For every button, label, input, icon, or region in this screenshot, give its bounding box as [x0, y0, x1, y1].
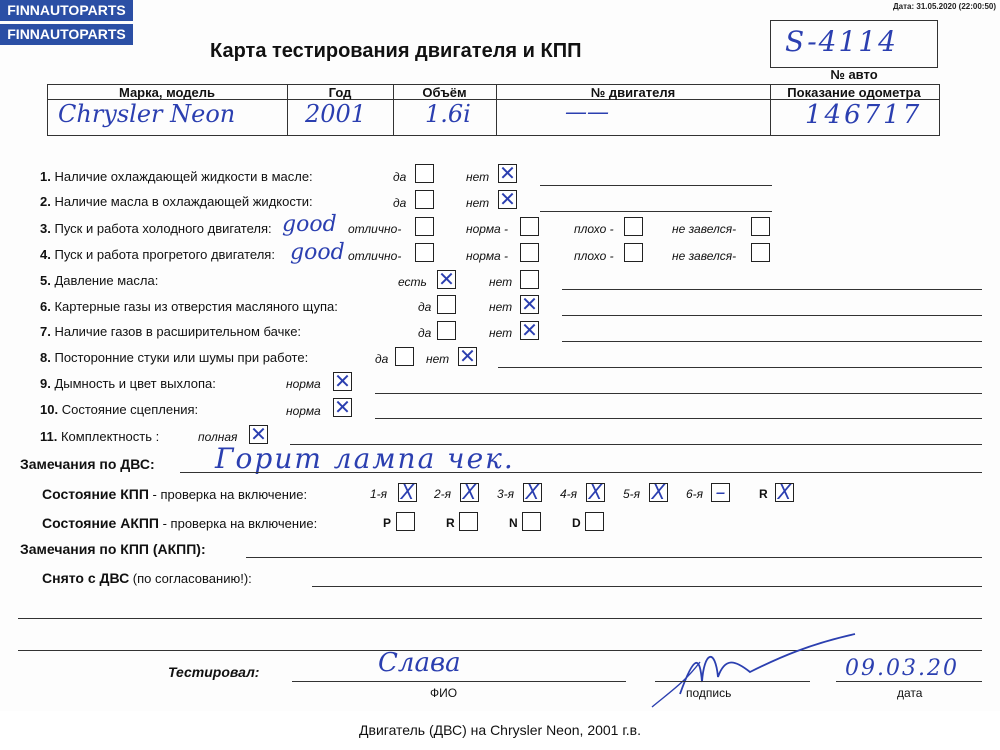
header-year: Год — [328, 85, 352, 100]
gear-3-label: 3-я — [497, 487, 515, 501]
check-5-yes-box[interactable]: ✕ — [438, 267, 455, 291]
check-5-no-box[interactable] — [520, 270, 539, 289]
logo-top: FINNAUTOPARTS — [0, 0, 133, 21]
check-3-opt-excellent: отлично- — [348, 222, 402, 236]
check-11-opt-full: полная — [198, 430, 238, 444]
check-7-yes-box[interactable] — [437, 321, 456, 340]
check-6-opt-yes: да — [418, 300, 432, 314]
gearbox-label: Состояние КПП - проверка на включение: — [42, 486, 308, 502]
check-10-normal-box[interactable]: ✕ — [334, 395, 351, 419]
check-7-no-box[interactable]: ✕ — [521, 318, 538, 342]
tested-by-label: Тестировал: — [168, 664, 260, 680]
check-3-excellent-box[interactable] — [415, 217, 434, 236]
check-2-yes-box[interactable] — [415, 190, 434, 209]
check-3-note: good — [282, 212, 337, 237]
check-11-full-box[interactable]: ✕ — [250, 422, 267, 446]
value-volume: 1.6i — [425, 100, 471, 128]
check-1-yes-box[interactable] — [415, 164, 434, 183]
check-4-opt-bad: плохо - — [574, 249, 614, 263]
check-8-opt-yes: да — [375, 352, 389, 366]
removed-label: Снято с ДВС (по согласованию!): — [42, 570, 252, 586]
check-2-opt-yes: да — [393, 196, 407, 210]
auto-n-box[interactable] — [522, 512, 541, 531]
check-3-normal-box[interactable] — [520, 217, 539, 236]
stock-number-value: S-4114 — [785, 25, 898, 58]
auto-p-box[interactable] — [396, 512, 415, 531]
check-4-opt-normal: норма - — [466, 249, 509, 263]
value-engine-no: —— — [565, 100, 609, 125]
auto-d-label: D — [572, 516, 581, 530]
header-engine-no: № двигателя — [590, 85, 676, 100]
check-4-excellent-box[interactable] — [415, 243, 434, 262]
check-8-yes-box[interactable] — [395, 347, 414, 366]
check-4-bad-box[interactable] — [624, 243, 643, 262]
value-odometer: 146717 — [805, 100, 923, 130]
check-row-8: 8. Посторонние стуки или шумы при работе: — [40, 350, 309, 365]
check-3-opt-bad: плохо - — [574, 222, 614, 236]
datestamp: Дата: 31.05.2020 (22:00:50) — [892, 2, 996, 11]
check-6-opt-no: нет — [489, 300, 513, 314]
gear-4-label: 4-я — [560, 487, 578, 501]
value-make-model: Chrysler Neon — [58, 100, 236, 128]
signature-caption: подпись — [686, 686, 732, 700]
check-row-6: 6. Картерные газы из отверстия масляного щупа: — [40, 299, 338, 314]
check-8-no-box[interactable]: ✕ — [459, 344, 476, 368]
check-row-3: 3. Пуск и работа холодного двигателя: — [40, 221, 272, 236]
check-7-opt-no: нет — [489, 326, 513, 340]
header-make-model: Марка, модель — [118, 85, 216, 100]
check-row-4: 4. Пуск и работа прогретого двигателя: — [40, 247, 275, 262]
gear-5-label: 5-я — [623, 487, 641, 501]
engine-remarks-label: Замечания по ДВС: — [20, 456, 155, 472]
gear-3-box[interactable]: X — [523, 483, 542, 502]
check-row-9: 9. Дымность и цвет выхлопа: — [40, 376, 216, 391]
check-9-normal-box[interactable]: ✕ — [334, 369, 351, 393]
gear-r-label: R — [759, 487, 768, 501]
check-4-nostart-box[interactable] — [751, 243, 770, 262]
form-title: Карта тестирования двигателя и КПП — [210, 40, 582, 62]
auto-r-label: R — [446, 516, 455, 530]
gear-4-box[interactable]: X — [586, 483, 605, 502]
gear-6-label: 6-я — [686, 487, 704, 501]
auto-n-label: N — [509, 516, 518, 530]
check-5-opt-no: нет — [489, 275, 513, 289]
stock-number-box — [770, 20, 938, 68]
signature — [640, 622, 870, 717]
check-row-1: 1. Наличие охлаждающей жидкости в масле: — [40, 169, 313, 184]
check-4-normal-box[interactable] — [520, 243, 539, 262]
check-3-opt-nostart: не завелся- — [672, 222, 737, 236]
check-1-no-box[interactable]: ✕ — [499, 161, 516, 185]
check-row-5: 5. Давление масла: — [40, 273, 159, 288]
check-3-opt-normal: норма - — [466, 222, 509, 236]
header-odometer: Показание одометра — [787, 85, 921, 100]
auto-p-label: P — [383, 516, 392, 530]
check-5-opt-yes: есть — [398, 275, 427, 289]
check-2-opt-no: нет — [466, 196, 490, 210]
tester-name: Слава — [378, 648, 461, 678]
check-2-no-box[interactable]: ✕ — [499, 187, 516, 211]
auto-d-box[interactable] — [585, 512, 604, 531]
check-7-opt-yes: да — [418, 326, 432, 340]
gear-r-box[interactable]: X — [775, 483, 794, 502]
gear-6-box[interactable]: – — [711, 483, 730, 502]
check-row-7: 7. Наличие газов в расширительном бачке: — [40, 324, 302, 339]
auto-r-box[interactable] — [459, 512, 478, 531]
check-9-opt-normal: норма — [286, 377, 321, 391]
check-1-opt-no: нет — [466, 170, 490, 184]
gear-1-box[interactable]: X — [398, 483, 417, 502]
date-value: 09.03.20 — [845, 656, 959, 681]
logo-bottom: FINNAUTOPARTS — [0, 24, 133, 45]
stock-number-label: № авто — [830, 67, 878, 82]
auto-gearbox-label: Состояние АКПП - проверка на включение: — [42, 515, 318, 531]
check-3-bad-box[interactable] — [624, 217, 643, 236]
engine-remarks-value: Горит лампа чек. — [215, 442, 515, 475]
gear-5-box[interactable]: X — [649, 483, 668, 502]
check-6-yes-box[interactable] — [437, 295, 456, 314]
header-volume: Объём — [422, 85, 467, 100]
gearbox-remarks-label: Замечания по КПП (АКПП): — [20, 541, 206, 557]
check-3-nostart-box[interactable] — [751, 217, 770, 236]
gear-1-label: 1-я — [370, 487, 388, 501]
check-4-note: good — [290, 240, 345, 265]
check-1-opt-yes: да — [393, 170, 407, 184]
check-row-10: 10. Состояние сцепления: — [40, 402, 199, 417]
check-row-11: 11. Комплектность : — [40, 429, 160, 444]
check-4-opt-excellent: отлично- — [348, 249, 402, 263]
date-caption: дата — [897, 686, 923, 700]
check-row-2: 2. Наличие масла в охлаждающей жидкости: — [40, 194, 313, 209]
value-year: 2001 — [305, 100, 367, 128]
image-caption: Двигатель (ДВС) на Chrysler Neon, 2001 г.в. — [0, 711, 1000, 750]
check-6-no-box[interactable]: ✕ — [521, 292, 538, 316]
check-10-opt-normal: норма — [286, 404, 321, 418]
check-4-opt-nostart: не завелся- — [672, 249, 737, 263]
check-8-opt-no: нет — [426, 352, 450, 366]
gear-2-label: 2-я — [434, 487, 452, 501]
name-caption: ФИО — [430, 686, 458, 700]
gear-2-box[interactable]: X — [460, 483, 479, 502]
